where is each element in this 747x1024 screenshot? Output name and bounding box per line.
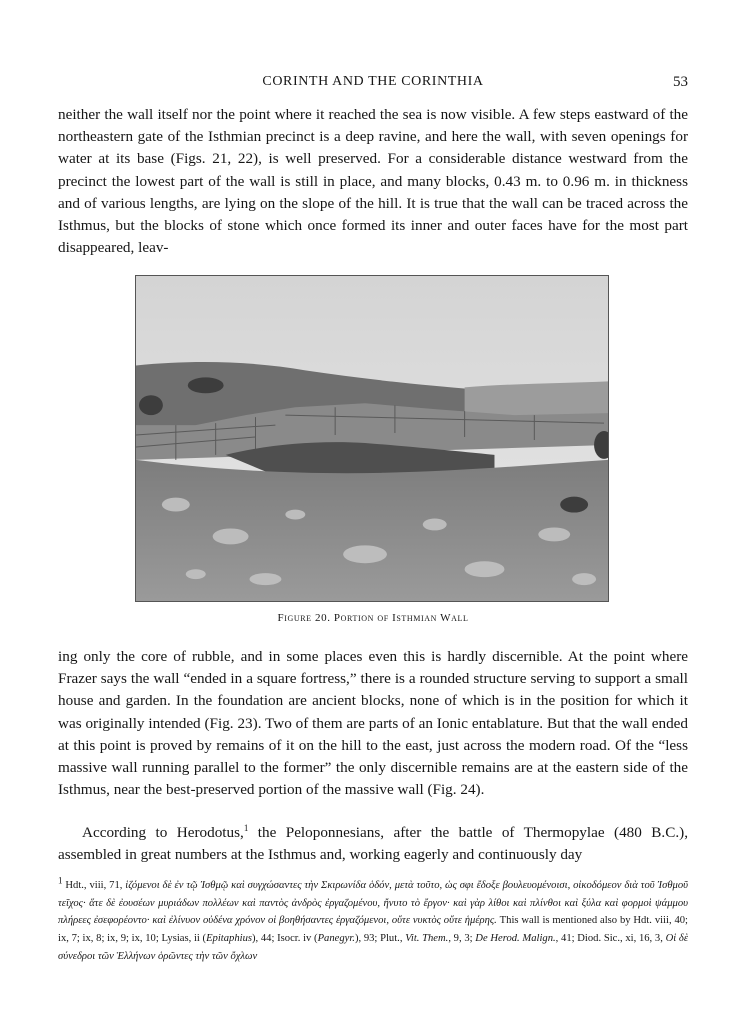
- paragraph-3: [58, 822, 688, 866]
- isthmian-wall-photo: [136, 276, 608, 601]
- footnote-text-4: , 9, 3;: [448, 933, 476, 945]
- running-head: [58, 74, 688, 94]
- footnote-title-epitaphius: Epitaphius: [206, 933, 252, 945]
- footnote-text-3: ), 93; Plut.,: [354, 933, 406, 945]
- footnote-marker: 1: [58, 875, 63, 886]
- photo-foreground: [136, 460, 608, 601]
- footnote-reference: 1: [243, 822, 249, 833]
- paragraph-3-rest: the Peloponnesians, after the battle of Thermopylae (480 B.C.), assembled in great numbers at the Isthmus and, working eagerly and continuously day: [58, 824, 689, 864]
- footnote-text-2: ), 44; Isocr. iv (: [252, 933, 318, 945]
- page-number: 53: [673, 74, 688, 90]
- paragraph-3-start: According to Herodotus,: [82, 824, 244, 841]
- footnote-ref: Hdt., viii, 71,: [62, 880, 126, 891]
- footnote-title-de-herod: De Herod. Malign.: [475, 933, 556, 945]
- footnote-text-1: This wall is mentioned also by Hdt. viii, 40; ix, 7; ix, 8; ix, 9; ix, 10; Lysias, ii (: [58, 915, 688, 945]
- footnote-title-vit-them: Vit. Them.: [405, 933, 449, 945]
- paragraph-2: ing only the core of rubble, and in some places even this is hardly discernible. At the point where Frazer says the wall “ended in a square fortress,” there is a rounded structure serving to support a small house and garden. In the foundation are ancient blocks, none of which is in the position for which it was originally intended (Fig. 23). Two of them are parts of an Ionic entablature. But that the wall ended at this point is proved by remains of it on the hill to the east, just across the modern road. Of the “less massive wall running parallel to the former” the only discernible remains are at the eastern side of the Isthmus, near the best-preserved portion of the massive wall (Fig. 24).: [58, 648, 688, 799]
- footnote-title-panegyr: Panegyr.: [317, 933, 355, 945]
- footnote-greek-quote: ἱζόμενοι δὲ ἐν τῷ Ἰσθμῷ καὶ συγχώσαντες τὴν Σκιρωνίδα ὁδόν, μετὰ τοῦτο, ὡς σφι ἔδοξε βουλευομένοισι, οἰκοδόμεον διὰ τοῦ Ἰσθμοῦ τεῖχος· ἅτε δὲ ἐουσέων μυριάδων πολλέων καὶ παντὸς ἀνδρὸς ἐργαζομένου, ἤνυτο τὸ ἔργον· καὶ γὰρ λίθοι καὶ πλίνθοι καὶ ξύλα καὶ φορμοὶ ψάμμου πλήρεες ἐσεφορέοντο· καὶ ἐλίνυον οὐδένα χρόνον οἱ βοηθήσαντες ἐργαζόμενοι, οὔτε νυκτὸς οὔτε ἡμέρης.: [58, 880, 688, 927]
- running-title: CORINTH AND THE CORINTHIA: [262, 74, 484, 89]
- footnote-text-5: , 41; Diod. Sic., xi, 16, 3,: [555, 933, 666, 945]
- figure-caption: Figure 20. Portion of Isthmian Wall: [277, 612, 469, 624]
- figure-photograph: [135, 275, 609, 602]
- footnote-greek-quote-2: Οἱ δὲ σύνεδροι τῶν Ἑλλήνων ὁρῶντες τὴν τῶν ὄχλων: [58, 933, 688, 962]
- footnote-1: [58, 877, 688, 966]
- paragraph-1: neither the wall itself nor the point where it reached the sea is now visible. A few steps eastward of the northeastern gate of the Isthmian precinct is a deep ravine, and here the wall, with seven openings for water at its base (Figs. 21, 22), is well preserved. For a considerable distance westward from the precinct the lowest part of the wall is still in place, and many blocks, 0.43 m. to 0.96 m. in thickness and of various lengths, are lying on the slope of the hill. It is true that the wall can be traced across the Isthmus, but the blocks of stone which once formed its inner and outer faces have for the most part disappeared, leav-: [58, 106, 688, 257]
